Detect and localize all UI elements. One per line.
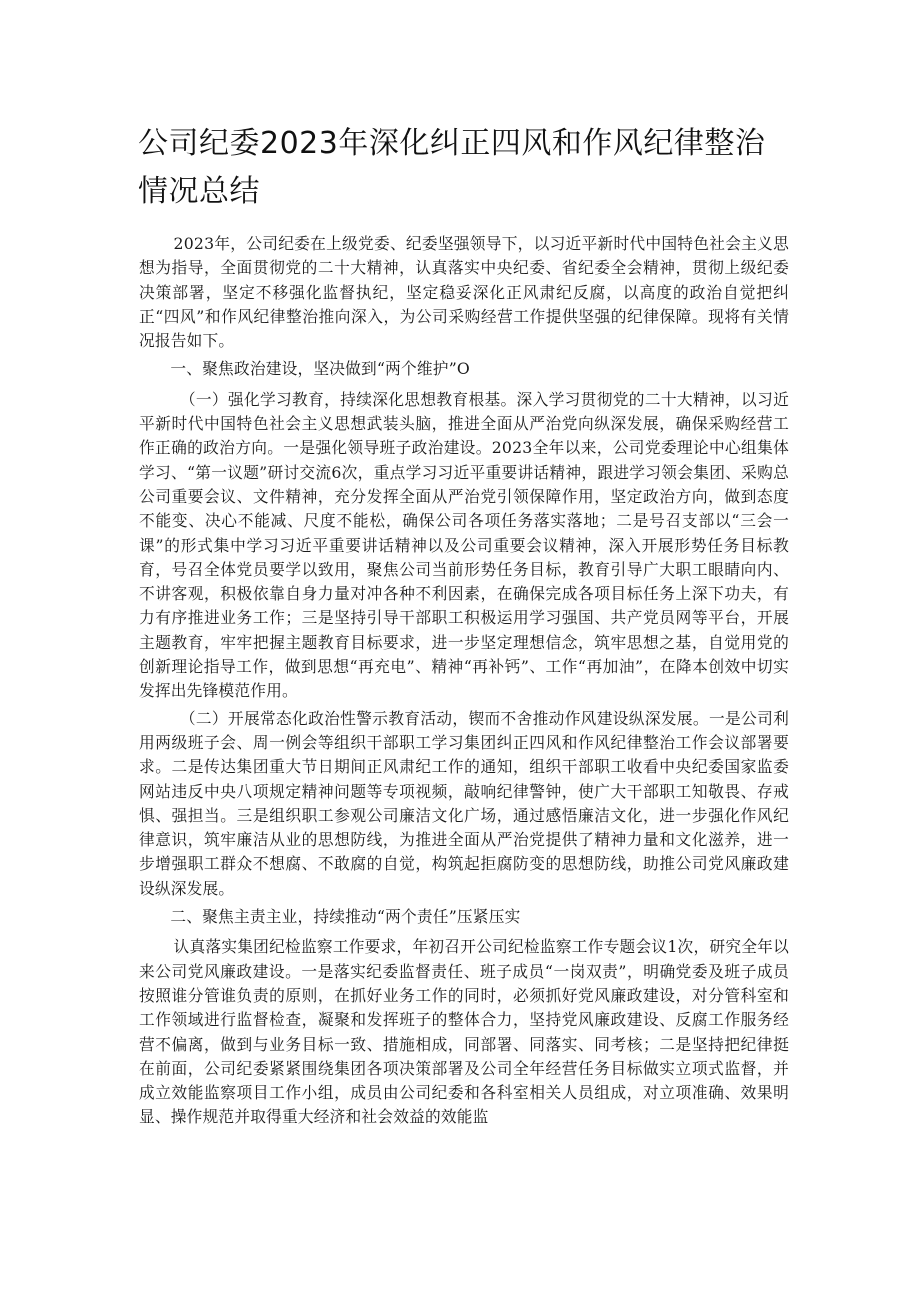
- section-heading-1: 一、聚焦政治建设，坚决做到“两个维护”O: [170, 359, 470, 379]
- intro-paragraph: 2023年，公司纪委在上级党委、纪委坚强领导下，以习近平新时代中国特色社会主义思想为指导，全面贯彻党的二十大精神，认真落实中央纪委、省纪委全会精神，贯彻上级纪委决策部署，坚定不移强化监督执纪，坚定稳妥深化正风肃纪反腐，以高度的政治自觉把纠正“四风”和作风纪律整治推向深入，为公司采购经营工作提供坚强的纪律保障。现将有关情况报告如下。: [139, 234, 789, 351]
- document-body: [139, 232, 789, 1133]
- section-1-1-paragraph: （一）强化学习教育，持续深化思想教育根基。深入学习贯彻党的二十大精神，以习近平新时代中国特色社会主义思想武装头脑，推进全面从严治党向纵深发展，确保采购经营工作正确的政治方向。一是强化领导班子政治建设。2023全年以来，公司党委理论中心组集体学习、“第一议题”研讨交流6次，重点学习习近平重要讲话精神，跟进学习领会集团、采购总公司重要会议、文件精神，充分发挥全面从严治党引领保障作用，坚定政治方向，做到态度不能变、决心不能减、尺度不能松，确保公司各项任务落实落地；二是号召支部以“三会一课”的形式集中学习习近平重要讲话精神以及公司重要会议精神，深入开展形势任务目标教育，号召全体党员要学以致用，聚焦公司当前形势任务目标，教育引导广大职工眼睛向内、不讲客观，积极依靠自身力量对冲各种不利因素，在确保完成各项目标任务上深下功夫，有力有序推进业务工作；三是坚持引导干部职工积极运用学习强国、共产党员网等平台，开展主题教育，牢牢把握主题教育目标要求，进一步坚定理想信念，筑牢思想之基，自觉用党的创新理论指导工作，做到思想“再充电”、精神“再补钙”、工作“再加油”，在降本创效中切实发挥出先锋模范作用。: [139, 389, 789, 701]
- section-1-2-paragraph: （二）开展常态化政治性警示教育活动，锲而不舍推动作风建设纵深发展。一是公司利用两级班子会、周一例会等组织干部职工学习集团纠正四风和作风纪律整治工作会议部署要求。二是传达集团重大节日期间正风肃纪工作的通知，组织干部职工收看中央纪委国家监委网站违反中央八项规定精神问题等专项视频，敲响纪律警钟，使广大干部职工知敬畏、存戒惧、强担当。三是组织职工参观公司廉洁文化广场，通过感悟廉洁文化，进一步强化作风纪律意识，筑牢廉洁从业的思想防线，为推进全面从严治党提供了精神力量和文化滋养，进一步增强职工群众不想腐、不敢腐的自觉，构筑起拒腐防变的思想防线，助推公司党风廉政建设纵深发展。: [139, 708, 789, 898]
- section-2-paragraph: 认真落实集团纪检监察工作要求，年初召开公司纪检监察工作专题会议1次，研究全年以来公司党风廉政建设。一是落实纪委监督责任、班子成员“一岗双责”，明确党委及班子成员按照谁分管谁负责的原则，在抓好业务工作的同时，必须抓好党风廉政建设，对分管科室和工作领域进行监督检查，凝聚和发挥班子的整体合力，坚持党风廉政建设、反腐工作服务经营不偏离，做到与业务目标一致、措施相成，同部署、同落实、同考核；二是坚持把纪律挺在前面，公司纪委紧紧围绕集团各项决策部署及公司全年经营任务目标做实立项式监督，并成立效能监察项目工作小组，成员由公司纪委和各科室相关人员组成，对立项准确、效果明显、操作规范并取得重大经济和社会效益的效能监: [139, 937, 789, 1127]
- section-heading-2: 二、聚焦主责主业，持续推动“两个责任”压紧压实: [170, 907, 521, 927]
- document-title: 公司纪委2023年深化纠正四风和作风纪律整治情况总结: [138, 126, 766, 209]
